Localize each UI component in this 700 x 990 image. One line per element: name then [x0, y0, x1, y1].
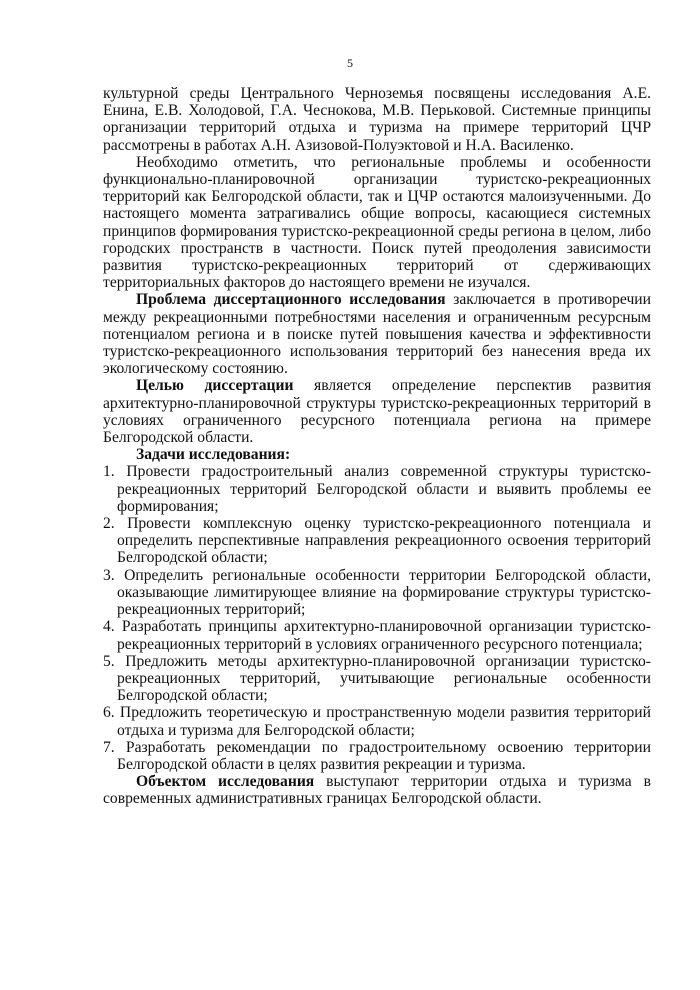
goal-paragraph: Целью диссертации является определение перспектив развития архитектурно-планировочной структуры туристско-рекреационных территорий в условиях ограниченного ресурсного потенциала региона на примере Белгородской области.	[103, 377, 651, 447]
object-term: Объектом исследования	[136, 773, 315, 791]
list-item: 5. Предложить методы архитектурно-планировочной организации туристско-рекреационных территорий, учитывающие региональные особенности Белгородской области;	[103, 652, 651, 705]
object-paragraph: Объектом исследования выступают территории отдыха и туризма в современных административных границах Белгородской области.	[103, 773, 651, 808]
list-item: 7. Разработать рекомендации по градостроительному освоению территории Белгородской области в целях развития рекреации и туризма.	[103, 738, 651, 773]
list-item: 4. Разработать принципы архитектурно-планировочной организации туристско-рекреационных территорий в условиях ограниченного ресурсного потенциала;	[103, 618, 651, 653]
problem-paragraph: Проблема диссертационного исследования заключается в противоречии между рекреационными потребностями населения и ограниченным ресурсным потенциалом региона и в поиске путей повышения качества и эффективности туристско-рекреационного использования территорий без нанесения вреда их экологическому состоянию.	[103, 291, 651, 378]
paragraph-1: культурной среды Центрального Черноземья посвящены исследования А.Е. Енина, Е.В. Холодовой, Г.А. Чеснокова, М.В. Перьковой. Системные принципы организации территорий отдыха и туризма на примере территорий ЦЧР рассмотрены в работах А.Н. Азизовой-Полуэктовой и Н.А. Василенко.	[103, 85, 651, 154]
tasks-heading: Задачи исследования:	[136, 446, 291, 464]
paragraph-2: Необходимо отметить, что региональные проблемы и особенности функционально-планировочной организации туристско-рекреационных территорий как Белгородской области, так и ЦЧР остаются малоизученными. До настоящего момента затрагивались общие вопросы, касающиеся системных принципов формирования туристско-рекреационной среды региона в целом, либо городских пространств в частности. Поиск путей преодоления зависимости развития туристско-рекреационных территорий от сдерживающих территориальных факторов до настоящего времени не изучался.	[103, 153, 651, 292]
tasks-list	[103, 463, 651, 773]
list-item: 3. Определить региональные особенности территории Белгородской области, оказывающие лимитирующее влияние на формирование структуры туристско-рекреационных территорий;	[103, 566, 651, 619]
page-number: 5	[347, 56, 353, 70]
body-text	[103, 85, 651, 808]
list-item: 6. Предложить теоретическую и пространственную модели развития территорий отдыха и туризма для Белгородской области;	[103, 704, 651, 739]
problem-term: Проблема диссертационного исследования	[136, 291, 446, 309]
goal-term: Целью диссертации	[136, 377, 294, 395]
list-item: 1. Провести градостроительный анализ современной структуры туристско-рекреационных территорий Белгородской области и выявить проблемы ее формирования;	[103, 463, 651, 515]
list-item: 2. Провести комплексную оценку туристско-рекреационного потенциала и определить перспективные направления рекреационного освоения территорий Белгородской области;	[103, 515, 651, 567]
